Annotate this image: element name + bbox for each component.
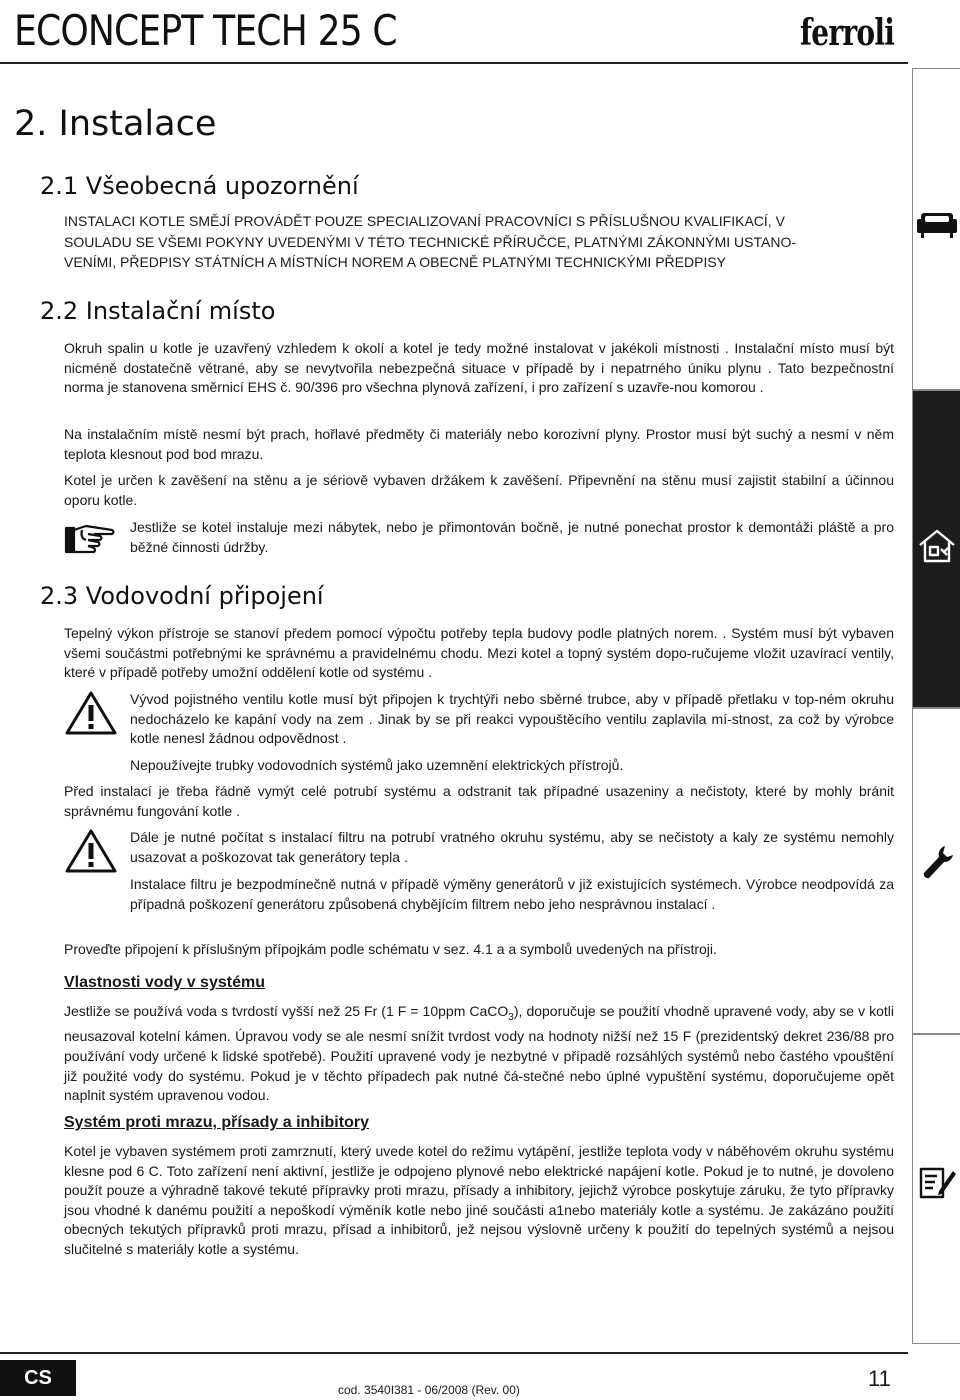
paragraph: Na instalačním místě nesmí být prach, hořlavé předměty či materiály nebo korozivní plyny. Prostor musí být suchý a nesmí v něm teplota klesnout pod bod mrazu. (64, 426, 894, 462)
caps-line: INSTALACI KOTLE SMĚJÍ PROVÁDĚT POUZE SPECIALIZOVANÍ PRACOVNÍCI S PŘÍSLUŠNOU KVALIFIKACÍ, V (64, 213, 785, 229)
subsection-title-2-2: 2.2 Instalační místo (40, 297, 276, 325)
warning-text: Instalace filtru je bezpodmínečně nutná v případě výměny generátorů v již existujících systémech. Výrobce neodpovídá za případná poškození generátoru způsobená chybějícím filtrem nebo jeho nesprávnou instalací . (130, 876, 894, 912)
warning-text: Nepoužívejte trubky vodovodních systémů jako uzemnění elektrických přístrojů. (130, 757, 624, 773)
paragraph: Proveďte připojení k příslušným přípojkám podle schématu v sez. 4.1 a a symbolů uvedených na přístroji. (64, 941, 717, 957)
warning-icon (64, 690, 118, 736)
house-install-icon (917, 527, 957, 567)
warning-text: Dále je nutné počítat s instalací filtru na potrubí vratného okruhu systému, aby se nečistoty a kaly ze systému nemohly usazovat a poškozovat tak generátory tepla . (130, 829, 894, 865)
header-divider (0, 62, 908, 64)
document-code: cod. 3540I381 - 06/2008 (Rev. 00) (338, 1383, 520, 1397)
paragraph: Kotel je určen k zavěšení na stěnu a je sériově vybaven držákem k zavěšení. Připevnění na stěnu musí zajistit stabilní a účinnou oporu kotle. (64, 472, 894, 508)
side-navigation-tabs (912, 68, 960, 1344)
pointing-hand-icon (64, 520, 116, 560)
paragraph: Tepelný výkon přístroje se stanoví předem pomocí výpočtu potřeby tepla budovy podle platných norem. . Systém musí být vybaven všemi součástmi potřebnými ke správnému a pravidelnému chodu. Mezi kotel a topný systém dopo-ručujeme vložit uzavírací ventily, které v případě potřeby umožní oddělení kotle od systému . (64, 625, 894, 681)
product-title: ECONCEPT TECH 25 C (14, 6, 397, 55)
paragraph: Před instalací je třeba řádně vymýt celé potrubí systému a odstranit tak případné usazeniny a nečistoty, které by mohly bránit správnému fungování kotle . (64, 783, 894, 819)
footer-divider (0, 1352, 908, 1354)
caps-line: SOULADU SE VŠEMI POKYNY UVEDENÝMI V TÉTO TECHNICKÉ PŘÍRUČCE, PLATNÝMI ZÁKONNÝMI USTANO- (64, 233, 797, 250)
subsection-title-2-1: 2.1 Všeobecná upozornění (40, 172, 359, 200)
side-tab-data[interactable] (912, 1034, 960, 1344)
side-tab-service[interactable] (912, 708, 960, 1034)
caps-line: VENÍMI, PŘEDPISY STÁTNÍCH A MÍSTNÍCH NOREM A OBECNĚ PLATNÝMI TECHNICKÝMI PŘEDPISY (64, 254, 727, 270)
paragraph (64, 1002, 894, 1106)
page-number: 11 (868, 1366, 891, 1391)
warning-text: Vývod pojistného ventilu kotle musí být připojen k trychtýři nebo sběrné trubce, aby v případě přetlaku v top-ném okruhu nedocházelo ke kapání vody na zem . Jinak by se při reakci vypouštěcího ventilu zaplavila mí-stnost, za což by výrobce kotle nenesl žádnou odpovědnost . (130, 691, 894, 747)
wrench-icon (919, 843, 955, 883)
subscript: 3 (508, 1011, 514, 1023)
section-title: 2. Instalace (14, 104, 217, 144)
paragraph: Kotel je vybaven systémem proti zamrznutí, který uvede kotel do režimu vytápění, jestliže teplota vody v náběhovém okruhu systému klesne pod 6 C. Toto zařízení není aktivní, jestliže je odpojeno plynové nebo elektrické napájení kotle. Pokud je to nutné, je dovoleno použít pouze a výhradně takové tekuté přípravky proti mrazu, přísady a inhibitory, jejichž výrobce poskytuje záruku, že tyto přípravky jsou vhodné k danému použití a nepoškodí výměník kotle nebo jiné součásti a1nebo materiály kotle a systému. Je zakázáno použití obecných tekutých přípravků proti mrazu, přísad a inhibitorů, jež nejsou výslovně určeny k použití do tepelných systémů a nejsou slučitelné s materiály kotle a systému. (64, 1143, 894, 1257)
water-text-start: Jestliže se používá voda s tvrdostí vyšší než 25 Fr (1 F = 10ppm CaCO (64, 1003, 509, 1019)
water-text-rest: ), doporučuje se použití vhodně upravené vody, aby se v kotli neusazoval kotelní kámen. Úpravou vody se ale nesmí snížit tvrdost vody na hodnoty nižší než 15 F (prezidentský dekret 236/88 pro používání vody určené k lidské spotřebě). Použití upravené vody je nezbytné v případě rozsáhlých systémů nebo častého vpouštění již použité vody do systému. Pokud je v těchto případech pak nutné čá-stečné nebo úplné vypuštění systému, doporučujeme opět naplnit systém upravenou vodou. (64, 1003, 894, 1104)
paragraph: Okruh spalin u kotle je uzavřený vzhledem k okolí a kotel je tedy možné instalovat v jakékoli místnosti . Instalační místo musí být nicméně dostatečně větrané, aby se nevytvořila nebezpečná situace v případě by i nepatrného úniku plynu . Tato bezpečnostní norma je stanovena směrnicí EHS č. 90/396 pro všechna plynová zařízení, i pro zařízení s uzavře-nou komorou . (64, 340, 894, 396)
subsection-title-2-3: 2.3 Vodovodní připojení (40, 582, 324, 610)
brand-logo (800, 12, 896, 54)
subheading-frost: Systém proti mrazu, přísady a inhibitory (64, 1114, 369, 1131)
subheading-water: Vlastnosti vody v systému (64, 974, 265, 991)
note-text: Jestliže se kotel instaluje mezi nábytek, nebo je přimontován bočně, je nutné ponechat prostor k demontáži pláště a pro běžné činnosti údržby. (130, 519, 894, 555)
general-warning-text (64, 211, 894, 273)
warning-icon (64, 828, 118, 874)
side-tab-user[interactable] (912, 68, 960, 390)
armchair-icon (917, 209, 957, 239)
brand-name: ferroli (800, 12, 895, 54)
language-badge: CS (0, 1360, 76, 1396)
side-tab-installation[interactable] (912, 390, 960, 708)
checklist-pencil-icon (917, 1161, 957, 1201)
